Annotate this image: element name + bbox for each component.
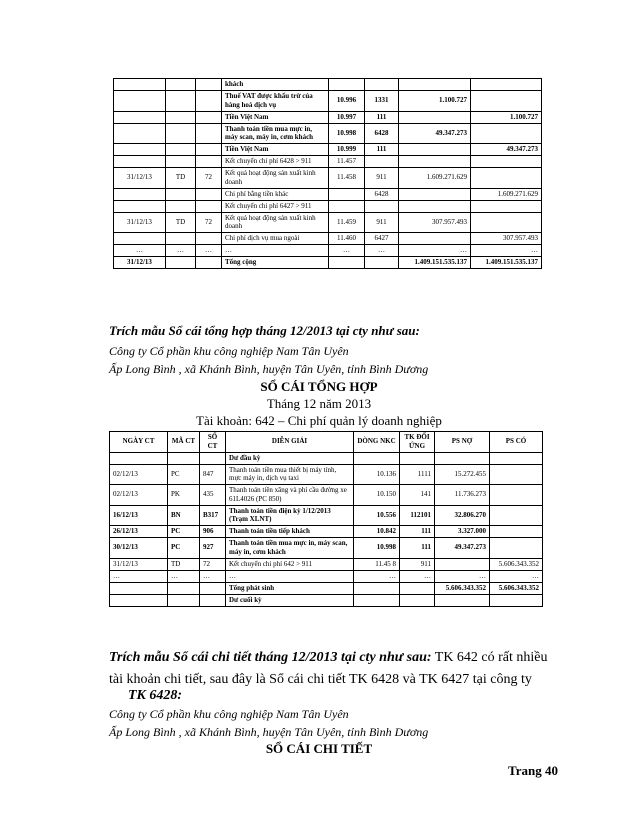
section-paragraph (109, 647, 549, 691)
table-row (114, 245, 542, 257)
header-description: DIỄN GIẢI (226, 432, 354, 453)
cell-date: 16/12/13 (110, 505, 168, 526)
cell-date: … (110, 570, 168, 582)
cell-co_amt: 1.100.727 (471, 111, 542, 123)
table-row (114, 79, 542, 91)
cell-date (110, 582, 168, 594)
cell-desc: Dư cuối kỳ (226, 594, 354, 606)
table-row (110, 464, 543, 485)
table-row (110, 582, 543, 594)
cell-no_amt: 1.609.271.629 (399, 168, 471, 189)
cell-desc: … (222, 245, 329, 257)
cell-tk: 6428 (365, 123, 399, 144)
company-address-2: Ấp Long Bình , xã Khánh Bình, huyện Tân Uyên, tỉnh Bình Dương (109, 725, 429, 739)
cell-debit: 49.347.273 (435, 538, 490, 559)
cell-co_amt: 307.957.493 (471, 233, 542, 245)
cell-desc: Tổng cộng (222, 257, 329, 269)
cell-dc: 11.45 8 (354, 558, 400, 570)
cell-tk (400, 582, 435, 594)
table-row (110, 538, 543, 559)
cell-code: TD (166, 212, 196, 233)
cell-dc: 10.842 (354, 526, 400, 538)
cell-co_amt: 1.609.271.629 (471, 188, 542, 200)
cell-desc: Thanh toán tiền mua mực in, máy scan, máy in, cơm khách (222, 123, 329, 144)
cell-no (196, 257, 222, 269)
cell-tk: 911 (400, 558, 435, 570)
cell-tk (365, 200, 399, 212)
cell-dc (354, 582, 400, 594)
header-debit: PS NỢ (435, 432, 490, 453)
cell-code (166, 123, 196, 144)
section-title-general-ledger: Trích mẫu Sổ cái tổng hợp tháng 12/2013 tại cty như sau: (109, 323, 420, 338)
cell-debit: 3.327.000 (435, 526, 490, 538)
cell-co_amt (471, 156, 542, 168)
table-row (110, 526, 543, 538)
cell-desc: Kết quả hoạt động sản xuất kinh doanh (222, 168, 329, 189)
cell-credit (490, 538, 543, 559)
cell-tk: 111 (365, 144, 399, 156)
table-row (110, 505, 543, 526)
cell-dc (329, 257, 365, 269)
cell-dc (354, 594, 400, 606)
cell-no: 906 (200, 526, 226, 538)
company-name-2: Công ty Cổ phần khu công nghiệp Nam Tân Uyên (109, 707, 349, 721)
cell-no (196, 156, 222, 168)
cell-dc: 10.556 (354, 505, 400, 526)
page-number: Trang 40 (508, 763, 558, 778)
table-row (114, 123, 542, 144)
header-date: NGÀY CT (110, 432, 168, 453)
cell-date (114, 144, 166, 156)
cell-desc: Kết chuyển chi phí 6428 > 911 (222, 156, 329, 168)
cell-code (166, 188, 196, 200)
cell-no: B317 (200, 505, 226, 526)
cell-tk (400, 452, 435, 464)
cell-credit (490, 485, 543, 506)
cell-date (114, 233, 166, 245)
cell-tk: 6428 (365, 188, 399, 200)
cell-no (196, 111, 222, 123)
cell-credit (490, 526, 543, 538)
cell-no_amt (399, 79, 471, 91)
cell-desc: Thanh toán tiền mua mực in, máy scan, máy in, cơm khách (226, 538, 354, 559)
cell-no_amt (399, 188, 471, 200)
cell-no: 72 (196, 168, 222, 189)
cell-no: … (196, 245, 222, 257)
cell-co_amt (471, 168, 542, 189)
cell-date: 31/12/13 (114, 257, 166, 269)
table-row (114, 233, 542, 245)
cell-no_amt (399, 200, 471, 212)
cell-date: 31/12/13 (114, 168, 166, 189)
detail-ledger-heading: SỔ CÁI CHI TIẾT (265, 741, 373, 756)
cell-credit (490, 452, 543, 464)
cell-date (110, 452, 168, 464)
cell-tk: 911 (365, 212, 399, 233)
cell-dc (329, 200, 365, 212)
cell-tk (400, 594, 435, 606)
cell-desc: Tiền Việt Nam (222, 144, 329, 156)
cell-desc: Thanh toán tiền điện kỳ 1/12/2013 (Trạm XLNT) (226, 505, 354, 526)
table-row (114, 91, 542, 112)
cell-co_amt (471, 123, 542, 144)
cell-date: 02/12/13 (110, 464, 168, 485)
cell-no: … (200, 570, 226, 582)
cell-dc: 11.459 (329, 212, 365, 233)
cell-desc: Tiền Việt Nam (222, 111, 329, 123)
cell-co_amt (471, 200, 542, 212)
cell-tk: 6427 (365, 233, 399, 245)
cell-dc: 11.458 (329, 168, 365, 189)
cell-dc: 11.457 (329, 156, 365, 168)
cell-dc: 10.150 (354, 485, 400, 506)
cell-no_amt (399, 233, 471, 245)
cell-co_amt: 49.347.273 (471, 144, 542, 156)
cell-code: TD (166, 168, 196, 189)
cell-no (196, 233, 222, 245)
header-number: SỐ CT (200, 432, 226, 453)
header-journal-line: DÒNG NKC (354, 432, 400, 453)
ledger-account: Tài khoản: 642 – Chi phí quản lý doanh nghiệp (196, 413, 442, 428)
cell-no_amt: … (399, 245, 471, 257)
cell-no_amt (399, 144, 471, 156)
cell-debit (435, 594, 490, 606)
cell-desc: Dư đầu kỳ (226, 452, 354, 464)
cell-dc: 10.996 (329, 91, 365, 112)
cell-tk: … (400, 570, 435, 582)
cell-tk: 911 (365, 168, 399, 189)
company-address: Ấp Long Bình , xã Khánh Bình, huyện Tân Uyên, tỉnh Bình Dương (109, 362, 429, 376)
table-row (110, 570, 543, 582)
cell-no_amt: 307.957.493 (399, 212, 471, 233)
cell-desc: … (226, 570, 354, 582)
cell-debit (435, 558, 490, 570)
cell-date (114, 111, 166, 123)
cell-no (196, 123, 222, 144)
cell-dc: 10.136 (354, 464, 400, 485)
cell-no: 435 (200, 485, 226, 506)
cell-date (114, 200, 166, 212)
cell-tk (365, 257, 399, 269)
ledger-table-continued (113, 78, 542, 269)
cell-date (114, 123, 166, 144)
cell-tk: 112101 (400, 505, 435, 526)
cell-co_amt: … (471, 245, 542, 257)
table-row (114, 111, 542, 123)
cell-debit: … (435, 570, 490, 582)
table-header-row (110, 432, 543, 453)
cell-code (166, 144, 196, 156)
table-row (114, 212, 542, 233)
cell-no_amt: 1.100.727 (399, 91, 471, 112)
cell-tk: 141 (400, 485, 435, 506)
cell-code: PC (168, 464, 200, 485)
detail-account: TK 6428: (128, 688, 183, 703)
ledger-heading: SỔ CÁI TỔNG HỢP (260, 379, 378, 394)
cell-debit: 15.272.455 (435, 464, 490, 485)
cell-no_amt: 1.409.151.535.137 (399, 257, 471, 269)
cell-dc: 10.998 (329, 123, 365, 144)
cell-debit: 11.736.273 (435, 485, 490, 506)
table-row (110, 485, 543, 506)
cell-credit: 5.606.343.352 (490, 582, 543, 594)
cell-date (114, 79, 166, 91)
cell-co_amt (471, 91, 542, 112)
cell-code (168, 594, 200, 606)
table-row (114, 257, 542, 269)
cell-debit: 5.606.343.352 (435, 582, 490, 594)
cell-code: … (166, 245, 196, 257)
cell-credit: … (490, 570, 543, 582)
cell-date: … (114, 245, 166, 257)
table-row (114, 188, 542, 200)
section-title-detail-ledger: Trích mẫu Sổ cái chi tiết tháng 12/2013 tại cty như sau: (109, 650, 432, 665)
cell-code: BN (168, 505, 200, 526)
cell-no_amt: 49.347.273 (399, 123, 471, 144)
cell-date (114, 91, 166, 112)
cell-dc: 10.998 (354, 538, 400, 559)
cell-dc (329, 188, 365, 200)
cell-credit (490, 594, 543, 606)
cell-code (166, 257, 196, 269)
ledger-month: Tháng 12 năm 2013 (266, 396, 372, 411)
cell-code (168, 452, 200, 464)
cell-desc: Kết chuyển chi phí 6427 > 911 (222, 200, 329, 212)
cell-code (166, 91, 196, 112)
cell-dc (354, 452, 400, 464)
cell-tk: 111 (400, 538, 435, 559)
cell-date (114, 188, 166, 200)
cell-desc: Thuế VAT được khấu trừ của hàng hoá dịch vụ (222, 91, 329, 112)
cell-credit: 5.606.343.352 (490, 558, 543, 570)
cell-no (200, 582, 226, 594)
header-code: MÃ CT (168, 432, 200, 453)
cell-dc: … (354, 570, 400, 582)
cell-tk (365, 79, 399, 91)
cell-code: PC (168, 526, 200, 538)
cell-desc: Kết quả hoạt động sản xuất kinh doanh (222, 212, 329, 233)
cell-dc (329, 79, 365, 91)
cell-no (196, 144, 222, 156)
cell-no (196, 79, 222, 91)
cell-no_amt (399, 111, 471, 123)
cell-desc: Chi phí dịch vụ mua ngoài (222, 233, 329, 245)
cell-tk: 111 (365, 111, 399, 123)
cell-no: 927 (200, 538, 226, 559)
cell-desc: Thanh toán tiền mua thiết bị máy tính, mực máy in, dịch vụ taxi (226, 464, 354, 485)
cell-no (196, 91, 222, 112)
cell-debit (435, 452, 490, 464)
cell-code (166, 156, 196, 168)
cell-desc: Thanh toán tiền tiếp khách (226, 526, 354, 538)
cell-dc: 10.997 (329, 111, 365, 123)
table-row (114, 144, 542, 156)
cell-desc: Tổng phát sinh (226, 582, 354, 594)
cell-date: 26/12/13 (110, 526, 168, 538)
cell-date: 30/12/13 (110, 538, 168, 559)
cell-desc: Kết chuyển chi phí 642 > 911 (226, 558, 354, 570)
table-row (114, 156, 542, 168)
cell-tk: … (365, 245, 399, 257)
cell-code (166, 79, 196, 91)
cell-code (166, 233, 196, 245)
cell-co_amt (471, 79, 542, 91)
cell-co_amt: 1.409.151.535.137 (471, 257, 542, 269)
cell-no_amt (399, 156, 471, 168)
cell-no: 72 (200, 558, 226, 570)
cell-tk: 1331 (365, 91, 399, 112)
cell-tk: 1111 (400, 464, 435, 485)
cell-date (114, 156, 166, 168)
cell-code: PK (168, 485, 200, 506)
cell-code (166, 111, 196, 123)
cell-no (196, 200, 222, 212)
cell-credit (490, 505, 543, 526)
cell-tk (365, 156, 399, 168)
table-row (110, 558, 543, 570)
cell-no (200, 452, 226, 464)
header-credit: PS CÓ (490, 432, 543, 453)
table-row (110, 594, 543, 606)
cell-no: 72 (196, 212, 222, 233)
header-counter-account: TK ĐỐI ỨNG (400, 432, 435, 453)
cell-debit: 32.806.270 (435, 505, 490, 526)
cell-no (200, 594, 226, 606)
cell-dc: … (329, 245, 365, 257)
general-ledger-table (109, 431, 543, 607)
cell-date: 31/12/13 (114, 212, 166, 233)
cell-dc: 11.460 (329, 233, 365, 245)
cell-date (110, 594, 168, 606)
cell-code: TD (168, 558, 200, 570)
cell-code (166, 200, 196, 212)
table-row (114, 200, 542, 212)
cell-no (196, 188, 222, 200)
cell-code: … (168, 570, 200, 582)
section-text: TK 642 có rất nhiều tài khoản chi tiết, sau đây là Sổ cái chi tiết TK 6428 và TK 6427 tại công ty (109, 650, 548, 687)
cell-co_amt (471, 212, 542, 233)
cell-date: 02/12/13 (110, 485, 168, 506)
cell-desc: khách (222, 79, 329, 91)
cell-desc: Chi phí bằng tiền khác (222, 188, 329, 200)
cell-credit (490, 464, 543, 485)
cell-code: PC (168, 538, 200, 559)
table-row (110, 452, 543, 464)
cell-code (168, 582, 200, 594)
table-row (114, 168, 542, 189)
cell-tk: 111 (400, 526, 435, 538)
cell-date: 31/12/13 (110, 558, 168, 570)
cell-desc: Thanh toán tiền xăng và phí cầu đường xe 61L4026 (PC 850) (226, 485, 354, 506)
cell-no: 847 (200, 464, 226, 485)
cell-dc: 10.999 (329, 144, 365, 156)
company-name: Công ty Cổ phần khu công nghiệp Nam Tân Uyên (109, 344, 349, 358)
